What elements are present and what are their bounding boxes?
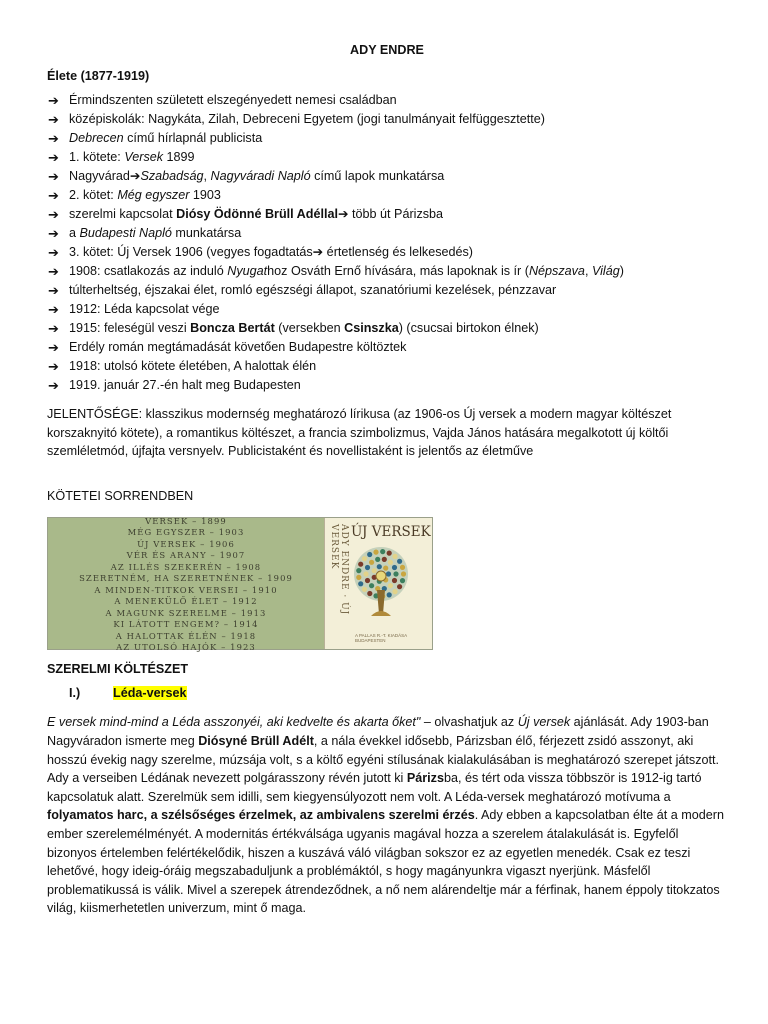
tree-leaf-dot [358, 562, 363, 567]
tree-leaf-dot [392, 589, 397, 594]
tree-leaf-dot [382, 557, 387, 562]
list-item: ➔ Debrecen című hírlapnál publicista [48, 131, 263, 146]
tree-leaf-dot [392, 554, 397, 559]
bold-text: Csinszka [344, 321, 399, 335]
list-item: ➔ 1918: utolsó kötete életében, A halottak élén [48, 359, 317, 374]
volume-item: A MAGUNK SZERELME – 1913 [105, 607, 267, 618]
page-title: ADY ENDRE [350, 43, 424, 57]
document-page [47, 40, 727, 918]
significance-paragraph: JELENTŐSÉGE: klasszikus modernség meghatározó lírikusa (az 1906-os Új versek a modern magyar költészet korszaknyitó kötete), a romantikus költészet, a francia szimbolizmus, Vajda János hatására megalkotott új költői szemléletmód, újfajta versnyelv. Publicistaként és novellistaként is jelentős az életműve [47, 407, 672, 459]
tree-leaf-dot [397, 584, 402, 589]
cover-title: ÚJ VERSEK [351, 524, 431, 541]
bold-text: Diósyné Brüll Adélt [198, 733, 314, 748]
italic-text: Versek [124, 150, 164, 164]
italic-text: Nagyváradi Napló [210, 169, 311, 183]
arrow-right-icon: ➔ [48, 207, 59, 222]
tree-leaf-dot [388, 583, 393, 588]
tree-leaf-dot [388, 560, 393, 565]
arrow-right-icon: ➔ [337, 207, 349, 221]
italic-text: Még egyszer [117, 188, 190, 202]
list-item: ➔ 1908: csatlakozás az induló Nyugathoz Osváth Ernő hívására, más lapoknak is ír (Népszava, Világ) [48, 264, 624, 279]
volume-item: A MENEKÜLŐ ÉLET – 1912 [114, 596, 258, 607]
arrow-right-icon: ➔ [48, 283, 59, 298]
tree-leaf-dot [387, 551, 392, 556]
leda-title: Léda-versek [113, 686, 187, 701]
cover-side-text: ADY ENDRE · ÚJ VERSEK [329, 524, 349, 616]
tree-leaf-dot [363, 572, 368, 577]
list-item: ➔ 1919. január 27.-én halt meg Budapesten [48, 378, 301, 393]
volume-item: VERSEK – 1899 [145, 515, 227, 526]
arrow-right-icon: ➔ [48, 302, 59, 317]
italic-text: Népszava [528, 264, 585, 278]
list-item: ➔ 2. kötet: Még egyszer 1903 [48, 188, 221, 203]
arrow-right-icon: ➔ [48, 188, 59, 203]
leda-number: I.) [69, 686, 81, 701]
list-item: ➔ 1. kötete: Versek 1899 [48, 150, 195, 165]
bold-text: Boncza Bertát [190, 321, 275, 335]
volumes-image [47, 515, 433, 653]
italic-text: E versek mind-mind a Léda asszonyéi, aki kedvelte és akarta őket" [47, 715, 421, 730]
arrow-right-icon: ➔ [48, 150, 59, 165]
italic-text: Új versek [517, 715, 571, 730]
biography-list [47, 91, 727, 395]
tree-leaf-dot [362, 556, 367, 561]
arrow-right-icon: ➔ [48, 321, 59, 336]
tree-leaf-dot [392, 565, 397, 570]
arrow-right-icon: ➔ [48, 93, 59, 108]
italic-text: Debrecen [69, 131, 124, 145]
leda-paragraph-1: E versek mind-mind a Léda asszonyéi, aki kedvelte és akarta őket" – olvashatjuk az Új versek ajánlását. Ady 1903-ban Nagyváradon ismerte meg Diósyné Brüll Adélt, a nála évekkel idősebb, Párizsban élő, férjezett zsidó asszonyt, aki hosszú évekig nagy szerelme, múzsája volt, s a költő egyéni stílusának kialakulásában is meghatározó szerepet játszott. [47, 715, 720, 767]
tree-leaf-dot [380, 549, 385, 554]
tree-leaf-dot [387, 593, 392, 598]
love-poetry-heading: SZERELMI KÖLTÉSZET [47, 662, 189, 677]
leda-heading [69, 686, 727, 700]
tree-leaf-dot [383, 566, 388, 571]
tree-leaf-dot [400, 578, 405, 583]
bold-text: Diósy Ödönné Brüll Adéllal [176, 207, 338, 221]
arrow-right-icon: ➔ [48, 340, 59, 355]
tree-leaf-dot [369, 583, 374, 588]
list-item: ➔ Érmindszenten született elszegényedett nemesi családban [48, 93, 397, 108]
list-item: ➔ Nagyvárad➔Szabadság, Nagyváradi Napló című lapok munkatársa [48, 169, 445, 184]
tree-leaf-dot [372, 568, 377, 573]
list-item: ➔ 1912: Léda kapcsolat vége [48, 302, 220, 317]
cover-publisher: A PALLAS R.-T. KIADÁSA BUDAPESTEN [355, 633, 407, 644]
italic-text: Világ [591, 264, 620, 278]
tree-leaf-dot [386, 572, 391, 577]
arrow-right-icon: ➔ [48, 169, 59, 184]
volume-item: A MINDEN-TITKOK VERSEI – 1910 [94, 584, 278, 595]
tree-leaf-dot [367, 591, 372, 596]
volumes-heading: KÖTETEI SORRENDBEN [47, 488, 194, 503]
bold-text: Párizs [406, 771, 444, 786]
volumes-list [48, 515, 324, 653]
arrow-right-icon: ➔ [48, 226, 59, 241]
tree-leaf-dot [356, 575, 361, 580]
tree-leaf-dot [393, 572, 398, 577]
list-item: ➔ túlterheltség, éjszakai élet, romló egészségi állapot, szanatóriumi kezelések, pénzzavar [48, 283, 557, 298]
tree-leaf-dot [358, 582, 363, 587]
arrow-right-icon: ➔ [48, 112, 59, 127]
arrow-right-icon: ➔ [48, 264, 59, 279]
arrow-right-icon: ➔ [48, 359, 59, 374]
italic-text: Budapesti Napló [79, 226, 172, 240]
volume-item: SZERETNÉM, HA SZERETNÉNEK – 1909 [79, 573, 293, 584]
volume-item: MÉG EGYSZER – 1903 [127, 527, 245, 538]
volume-item: KI LÁTOTT ENGEM? – 1914 [113, 619, 259, 630]
list-item: ➔ a Budapesti Napló munkatársa [48, 226, 242, 241]
tree-leaf-dot [373, 550, 378, 555]
tree-leaf-dot [367, 552, 372, 557]
tree-leaf-dot [397, 559, 402, 564]
tree-leaf-dot [365, 578, 370, 583]
volume-item: AZ UTOLSÓ HAJÓK – 1923 [116, 642, 256, 653]
tree-leaf-dot [356, 568, 361, 573]
tree-leaf-dot [369, 560, 374, 565]
volume-item: A HALOTTAK ÉLÉN – 1918 [115, 630, 257, 641]
tree-leaf-dot [362, 587, 367, 592]
volume-item: AZ ILLÉS SZEKERÉN – 1908 [110, 561, 262, 572]
list-item: ➔ középiskolák: Nagykáta, Zilah, Debreceni Egyetem (jogi tanulmányait felfüggesztette) [48, 112, 546, 127]
italic-text: Nyugat [227, 264, 268, 278]
tree-leaf-dot [365, 565, 370, 570]
arrow-right-icon: ➔ [129, 169, 141, 183]
tree-leaf-dot [400, 565, 405, 570]
tree-leaf-dot [401, 572, 406, 577]
volume-item: ÚJ VERSEK – 1906 [137, 538, 235, 549]
tree-emblem-icon [341, 542, 421, 626]
leda-paragraph-2: Ady a verseiben Lédának nevezett polgárasszony révén jutott ki Párizsba, és tért oda vissza többször is 1912-ig tartó kapcsolatuk alatt. Szerelmük sem idilli, sem kiegyensúlyozott nem volt. A Léda-versek meghatározó motívuma a folyamatos harc, a szélsőséges érzelmek, az ambivalens szerelmi érzés. Ady ebben a kapcsolatban élte át a modern ember szerelemélményét. A modernitás értékválsága ugyanis magával hozza a szerelem átalakulását is. Egyfelől bizonyos értelemben felértékelődik, hiszen a kuszává váló világban sokszor ez az egyetlen menedék. Csak ez teszi lehetővé, hogy ideig-óráig megszabaduljunk a problémáktól, s hogy magányunkra vigaszt nyerjünk. Másfelől problematikussá is válik. Mivel a szerepek átrendeződnek, a nő nem alárendeltje már a férfinak, hanem éppoly titokzatos világ, kiismerhetetlen univerzum, mint ő maga. [47, 771, 724, 916]
tree-leaf-dot [377, 564, 382, 569]
arrow-right-icon: ➔ [48, 131, 59, 146]
list-item: ➔ Erdély román megtámadását követően Budapestre költöztek [48, 340, 407, 355]
arrow-right-icon: ➔ [48, 378, 59, 393]
arrow-right-icon: ➔ [312, 245, 324, 259]
bold-text: folyamatos harc, a szélsőséges érzelmek, az ambivalens szerelmi érzés [47, 808, 475, 823]
volume-item: VÉR ÉS ARANY – 1907 [126, 550, 246, 561]
list-item: ➔ 1915: feleségül veszi Boncza Bertát (versekben Csinszka) (csucsai birtokon élnek) [48, 321, 539, 336]
list-item: ➔ 3. kötet: Új Versek 1906 (vegyes fogadtatás➔ értetlenség és lelkesedés) [48, 245, 473, 260]
tree-leaf-dot [375, 557, 380, 562]
book-cover [324, 518, 432, 649]
tree-leaf-dot [392, 578, 397, 583]
italic-text: Szabadság [140, 169, 204, 183]
arrow-right-icon: ➔ [48, 245, 59, 260]
life-heading: Élete (1877-1919) [47, 69, 150, 83]
list-item: ➔ szerelmi kapcsolat Diósy Ödönné Brüll Adéllal➔ több út Párizsba [48, 207, 444, 222]
